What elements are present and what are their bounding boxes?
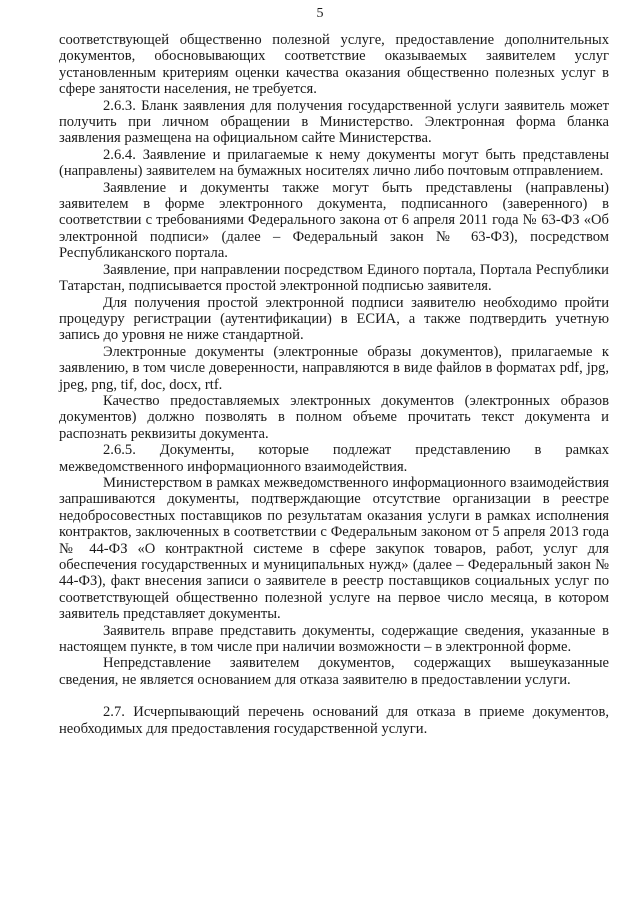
paragraph: Министерством в рамках межведомственного информационного взаимодействия запрашиваются документы, подтверждающие отсутствие организации в реестре недобросовестных поставщиков по результатам оказания услуги в рамках исполнения контрактов, заключенных в соответствии с Федеральным законом от 5 апреля 2013 года № 44-ФЗ «О контрактной системе в сфере закупок товаров, работ, услуг для обеспечения государственных и муниципальных нужд» (далее – Федеральный закон № 44-ФЗ), факт внесения записи о заявителе в реестр поставщиков социальных услуг по соответствующей общественно полезной услуге на первое число месяца, в котором заявитель представляет документы.	[59, 474, 609, 623]
paragraph: 2.6.3. Бланк заявления для получения государственной услуги заявитель может получить при личном обращении в Министерство. Электронная форма бланка заявления размещена на официальном сайте Министерства.	[59, 97, 609, 147]
paragraph: Заявитель вправе представить документы, содержащие сведения, указанные в настоящем пункте, в том числе при наличии возможности – в электронной форме.	[59, 622, 609, 656]
section-heading: 2.7. Исчерпывающий перечень оснований для отказа в приеме документов, необходимых для предоставления государственной услуги.	[59, 704, 609, 737]
paragraph: Для получения простой электронной подписи заявителю необходимо пройти процедуру регистрации (аутентификации) в ЕСИА, а также подтвердить учетную запись до уровня не ниже стандартной.	[59, 294, 609, 344]
paragraph: 2.6.4. Заявление и прилагаемые к нему документы могут быть представлены (направлены) заявителем на бумажных носителях лично либо почтовым отправлением.	[59, 146, 609, 180]
page-number: 5	[316, 6, 324, 21]
paragraph: 2.6.5. Документы, которые подлежат представлению в рамках межведомственного информационного взаимодействия.	[59, 442, 609, 475]
paragraph: Электронные документы (электронные образы документов), прилагаемые к заявлению, в том числе доверенности, направляются в виде файлов в форматах pdf, jpg, jpeg, png, tif, doc, docx, rtf.	[59, 343, 609, 393]
paragraph: Непредставление заявителем документов, содержащих вышеуказанные сведения, не является основанием для отказа заявителю в предоставлении услуги.	[59, 655, 609, 688]
paragraph: Заявление и документы также могут быть представлены (направлены) заявителем в форме электронного документа, подписанного (заверенного) в соответствии с требованиями Федерального закона от 6 апреля 2011 года № 63-ФЗ «Об электронной подписи» (далее – Федеральный закон № 63-ФЗ), посредством Республиканского портала.	[59, 179, 609, 262]
document-body	[59, 32, 609, 737]
paragraph: соответствующей общественно полезной услуге, предоставление дополнительных документов, обосновывающих соответствие оказываемых заявителем услуг установленным критериям оценки качества оказания общественно полезных услуг в сфере занятости населения, не требуется.	[59, 32, 609, 98]
paragraph: Заявление, при направлении посредством Единого портала, Портала Республики Татарстан, подписывается простой электронной подписью заявителя.	[59, 261, 609, 295]
paragraph: Качество предоставляемых электронных документов (электронных образов документов) должно позволять в полном объеме прочитать текст документа и распознать реквизиты документа.	[59, 392, 609, 442]
